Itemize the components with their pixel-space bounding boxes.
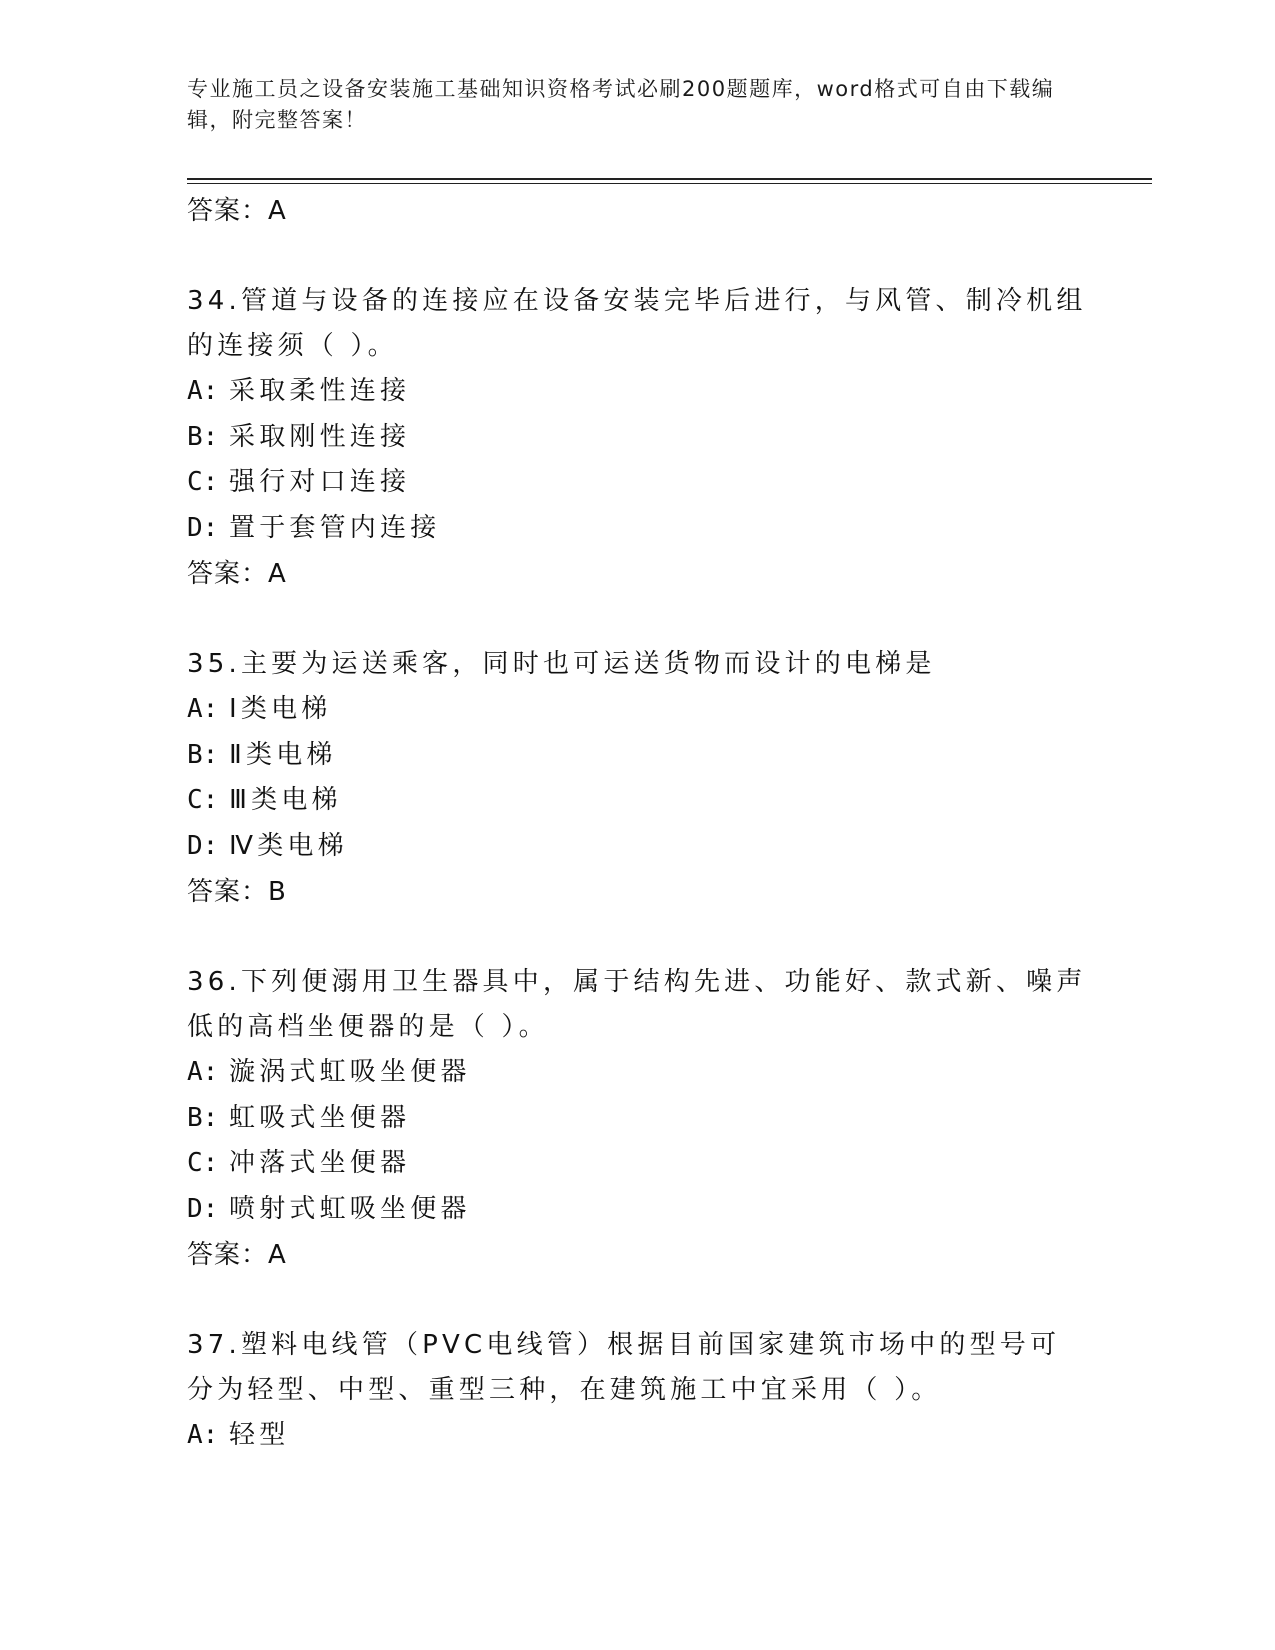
option-letter: A: (187, 1420, 219, 1450)
option-text: Ⅰ类电梯 (229, 694, 332, 724)
answer-line: 答案：A (187, 559, 287, 589)
option-text: Ⅱ类电梯 (229, 739, 337, 770)
option-text: Ⅳ类电梯 (229, 830, 348, 861)
option-letter: C: (187, 467, 219, 497)
option-b (187, 415, 1087, 461)
option-c (187, 1141, 1087, 1187)
option-text: 漩涡式虹吸坐便器 (229, 1057, 471, 1087)
option-text: 喷射式虹吸坐便器 (229, 1193, 471, 1224)
header-rule-thick (187, 178, 1152, 180)
option-text: 置于套管内连接 (229, 512, 441, 543)
option-letter: D: (187, 1193, 219, 1224)
option-letter: B: (187, 739, 219, 770)
question-list (187, 188, 1087, 1459)
answer-line: 答案：A (187, 196, 287, 226)
option-letter: A: (187, 1057, 219, 1087)
option-text: 虹吸式坐便器 (229, 1102, 411, 1133)
option-letter: D: (187, 830, 219, 861)
option-letter: B: (187, 421, 219, 452)
answer-line: 答案：B (187, 877, 287, 907)
option-a (187, 1050, 1087, 1096)
option-letter: D: (187, 512, 219, 543)
answer-line: 答案：A (187, 1240, 287, 1270)
option-a (187, 687, 1087, 733)
option-letter: B: (187, 1102, 219, 1133)
option-d (187, 1187, 1087, 1233)
option-text: 采取刚性连接 (229, 421, 411, 452)
document-header: 专业施工员之设备安装施工基础知识资格考试必刷200题题库，word格式可自由下载编辑，附完整答案！ (187, 77, 1055, 132)
option-a (187, 1413, 1087, 1459)
option-a (187, 369, 1087, 415)
option-d (187, 824, 1087, 870)
option-letter: A: (187, 694, 219, 724)
option-letter: C: (187, 1148, 219, 1178)
option-text: Ⅲ类电梯 (229, 785, 342, 815)
question-stem: 36.下列便溺用卫生器具中，属于结构先进、功能好、款式新、噪声低的高档坐便器的是（ ）。 (187, 967, 1087, 1042)
option-b (187, 733, 1087, 779)
question-stem: 37.塑料电线管（PVC电线管）根据目前国家建筑市场中的型号可分为轻型、中型、重型三种，在建筑施工中宜采用（ ）。 (187, 1330, 1061, 1405)
option-text: 冲落式坐便器 (229, 1148, 411, 1178)
option-text: 采取柔性连接 (229, 376, 411, 406)
question-stem: 35.主要为运送乘客，同时也可运送货物而设计的电梯是 (187, 649, 936, 679)
header-rule-thin (187, 183, 1152, 184)
option-letter: C: (187, 785, 219, 815)
option-letter: A: (187, 376, 219, 406)
option-text: 轻型 (229, 1420, 290, 1450)
question-stem: 34.管道与设备的连接应在设备安装完毕后进行，与风管、制冷机组的连接须（ ）。 (187, 286, 1087, 361)
option-text: 强行对口连接 (229, 467, 411, 497)
option-b (187, 1096, 1087, 1142)
option-c (187, 778, 1087, 824)
option-c (187, 460, 1087, 506)
option-d (187, 506, 1087, 552)
